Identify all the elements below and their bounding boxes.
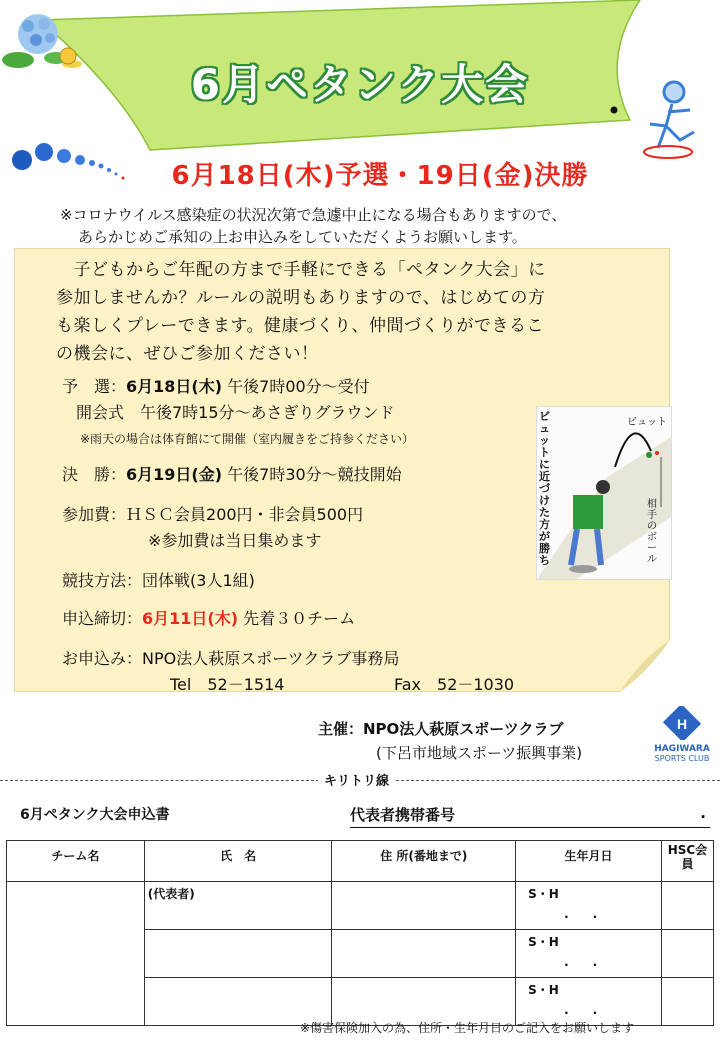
method-label: 競技方法： bbox=[62, 571, 143, 590]
corona-notice bbox=[60, 204, 700, 248]
petanque-illustration bbox=[536, 406, 672, 580]
birth-dots: . . bbox=[564, 1003, 598, 1017]
birth-era: S・H bbox=[528, 887, 559, 901]
deadline-date: 6月11日(木) bbox=[142, 609, 239, 628]
notice-line: ※コロナウイルス感染症の状況次第で急遽中止になる場合もありますので、 bbox=[60, 206, 567, 224]
intro-line: の機会に、ぜひご参加ください！ bbox=[56, 344, 319, 364]
yosen-date: 6月18日(木) bbox=[126, 377, 223, 396]
illustration-opponent-label: 相手のボール bbox=[647, 499, 657, 565]
event-dates: 6月18日(木)予選・19日(金)決勝 bbox=[171, 161, 589, 191]
birth-era: S・H bbox=[528, 983, 559, 997]
hsc-cell[interactable] bbox=[662, 882, 714, 930]
table-row bbox=[7, 882, 714, 930]
intro-line: 子どもからご年配の方まで手軽にできる「ペタンク大会」に bbox=[56, 260, 546, 280]
hsc-cell[interactable] bbox=[662, 978, 714, 1026]
illustration-jack-label: ビュット bbox=[627, 417, 667, 428]
apply-row bbox=[62, 646, 399, 669]
birth-cell[interactable] bbox=[516, 930, 662, 978]
deadline-row bbox=[62, 606, 355, 629]
notice-line: あらかじめご承知の上お申込みをしていただくようお願いします。 bbox=[78, 228, 527, 246]
sponsor-sub: (下呂市地域スポーツ振興事業) bbox=[376, 744, 583, 762]
folded-corner bbox=[620, 640, 670, 692]
svg-text:H: H bbox=[676, 716, 688, 732]
birth-dots: . . bbox=[564, 907, 598, 921]
header-team: チーム名 bbox=[7, 841, 145, 882]
intro-text bbox=[56, 256, 660, 368]
apply-tel: Tel 52－1514 bbox=[170, 675, 285, 694]
birth-dots: . . bbox=[564, 955, 598, 969]
intro-line: も楽しくプレーできます。健康づくり、仲間づくりができるこ bbox=[56, 316, 544, 336]
logo-line1: HAGIWARA bbox=[654, 744, 710, 754]
birth-era: S・H bbox=[528, 935, 559, 949]
yosen-row bbox=[62, 374, 370, 397]
yosen-time: 午後7時00分～受付 bbox=[227, 377, 370, 396]
club-logo-icon bbox=[662, 706, 702, 740]
yosen-label: 予 選： bbox=[62, 377, 127, 396]
name-cell[interactable] bbox=[144, 930, 332, 978]
name-cell[interactable] bbox=[144, 882, 332, 930]
phone-dot: . bbox=[700, 804, 706, 822]
opening-row: 開会式 午後7時15分～あさぎりグラウンド bbox=[76, 403, 395, 422]
logo-line2: SPORTS CLUB bbox=[654, 754, 710, 763]
apply-fax: Fax 52－1030 bbox=[394, 675, 515, 694]
rain-note: ※雨天の場合は体育館にて開催（室内履きをご持参ください） bbox=[80, 432, 415, 446]
illustration-caption: ビュットに近づけた方が勝ち bbox=[539, 410, 550, 567]
form-title: 6月ペタンク大会申込書 bbox=[20, 807, 170, 823]
deadline-value: 先着３０チーム bbox=[243, 609, 356, 628]
fee-row bbox=[62, 502, 363, 525]
table-header-row bbox=[7, 841, 714, 882]
fee-note: ※参加費は当日集めます bbox=[148, 531, 322, 550]
fee-label: 参加費： bbox=[62, 505, 127, 524]
hsc-cell[interactable] bbox=[662, 930, 714, 978]
petanque-balls-icon bbox=[12, 143, 125, 180]
method-value: 団体戦(3人1組) bbox=[142, 571, 255, 590]
cut-line-label: キリトリ線 bbox=[318, 770, 395, 789]
page-title: 6月ペタンク大会 bbox=[190, 60, 530, 109]
apply-label: お申込み： bbox=[62, 649, 143, 668]
kessho-date: 6月19日(金) bbox=[126, 465, 223, 484]
intro-line: 参加しませんか？ルールの説明もありますので、はじめての方 bbox=[56, 288, 546, 308]
apply-org: NPO法人萩原スポーツクラブ事務局 bbox=[142, 649, 400, 668]
header-birth: 生年月日 bbox=[516, 841, 662, 882]
sponsor-main: 主催：NPO法人萩原スポーツクラブ bbox=[318, 720, 564, 738]
header-hsc: HSC会員 bbox=[662, 841, 714, 882]
rep-label: (代表者) bbox=[147, 887, 195, 901]
kessho-row bbox=[62, 462, 402, 485]
fee-value: ＨＳＣ会員200円・非会員500円 bbox=[126, 505, 364, 524]
kessho-label: 決 勝： bbox=[62, 465, 127, 484]
application-table bbox=[6, 840, 714, 1026]
deadline-label: 申込締切： bbox=[62, 609, 143, 628]
address-cell[interactable] bbox=[332, 882, 516, 930]
team-name-cell[interactable] bbox=[7, 882, 145, 1026]
kessho-time: 午後7時30分～競技開始 bbox=[227, 465, 402, 484]
method-row bbox=[62, 568, 255, 591]
birth-cell[interactable] bbox=[516, 882, 662, 930]
header-address: 住 所(番地まで) bbox=[332, 841, 516, 882]
phone-field[interactable] bbox=[350, 804, 710, 828]
phone-label: 代表者携帯番号 bbox=[350, 806, 456, 824]
footnote: ※傷害保険加入の為、住所・生年月日のご記入をお願いします bbox=[300, 1021, 635, 1035]
player-figure-icon bbox=[644, 82, 694, 158]
address-cell[interactable] bbox=[332, 930, 516, 978]
header-name: 氏 名 bbox=[144, 841, 332, 882]
club-logo bbox=[650, 706, 714, 763]
